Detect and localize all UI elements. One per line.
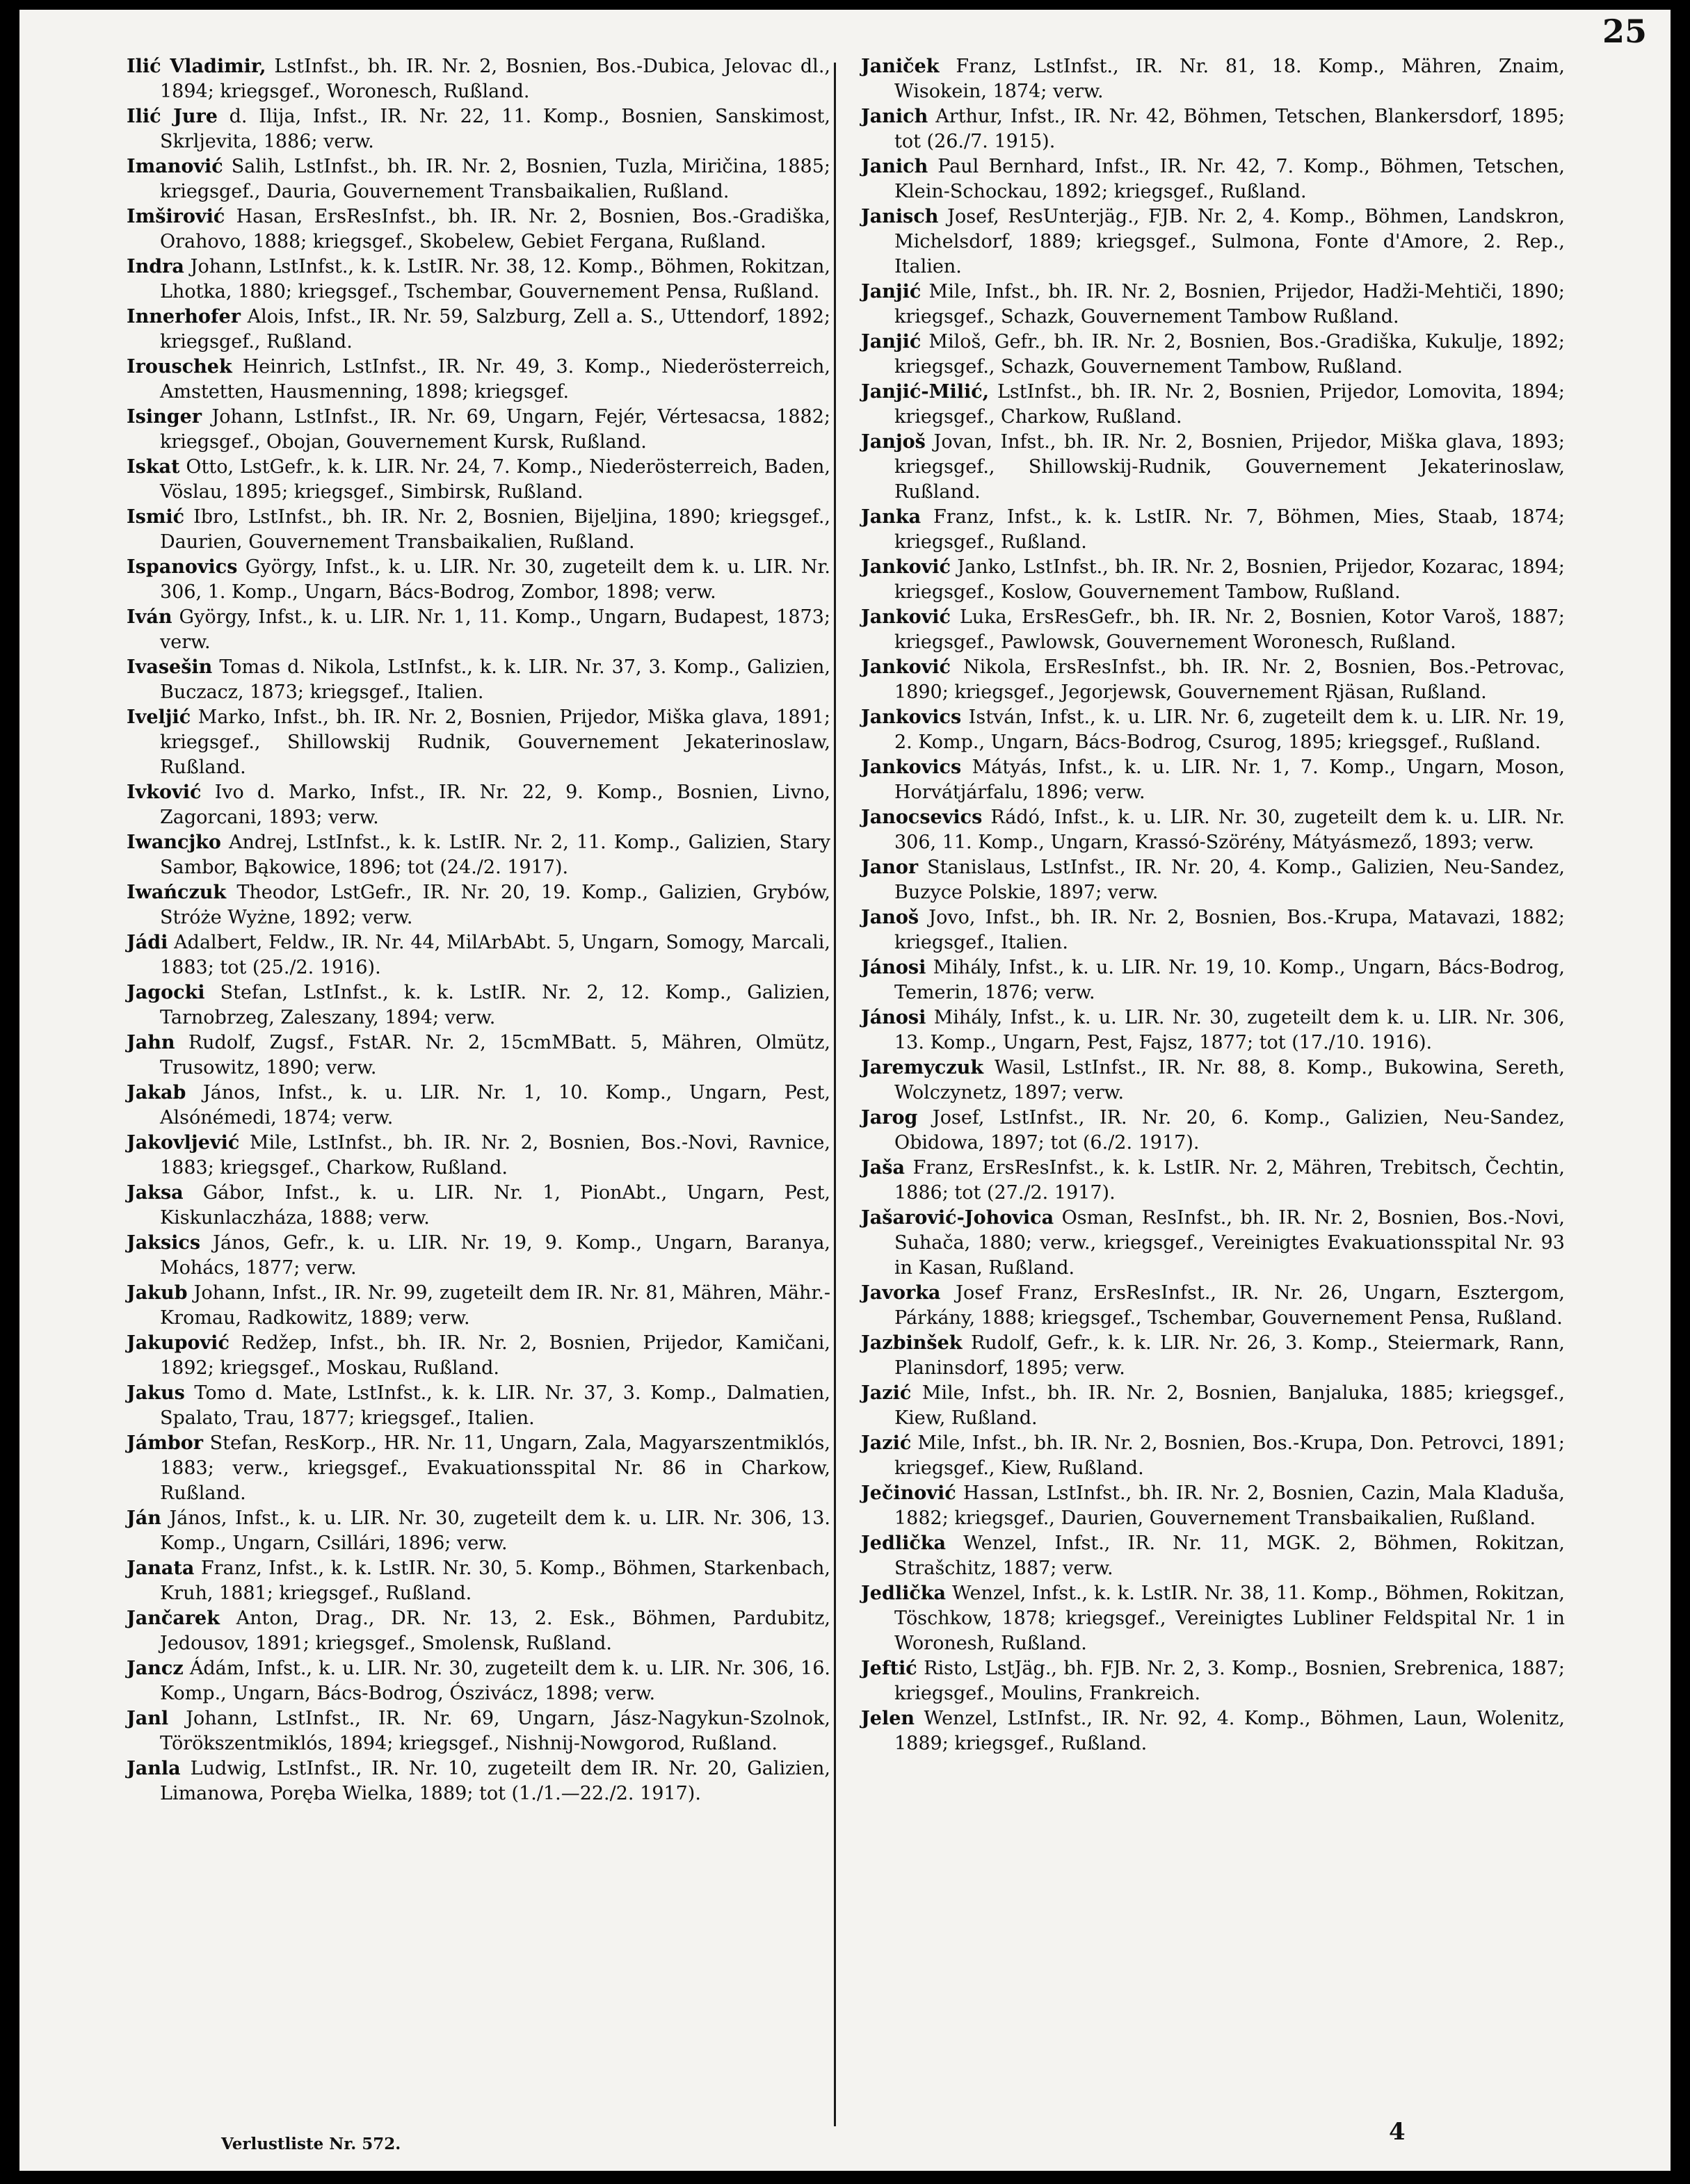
entry-details: Stefan, ResKorp., HR. Nr. 11, Ungarn, Zala, Magyarszentmiklós, 1883; verw., kriegsgef., Evakuationsspital Nr. 86 in Charkow, Rußland. [160,1432,830,1504]
entry-surname: Iwańczuk [127,882,227,903]
entry-surname: Jakab [127,1082,186,1103]
entry-surname: Imširović [127,206,225,227]
entry-surname: Jámbor [127,1432,203,1454]
entry-details: István, Infst., k. u. LIR. Nr. 6, zugeteilt dem k. u. LIR. Nr. 19, 2. Komp., Ungarn, Bács-Bodrog, Csurog, 1895; kriegsgef., Rußland. [894,706,1565,753]
entry-details: Hasan, ErsResInfst., bh. IR. Nr. 2, Bosnien, Bos.-Gradiška, Orahovo, 1888; kriegsgef., Skobelew, Gebiet Fergana, Rußland. [160,206,830,252]
page-number: 25 [1602,13,1647,50]
entry-details: Franz, ErsResInfst., k. k. LstIR. Nr. 2, Mähren, Trebitsch, Čechtin, 1886; tot (27./2. 1917). [894,1157,1565,1204]
entry-surname: Jaša [861,1157,905,1179]
right-column [861,54,1565,1756]
casualty-entry [861,705,1565,755]
entry-details: Josef, ResUnterjäg., FJB. Nr. 2, 4. Komp., Böhmen, Landskron, Michelsdorf, 1889; kriegsgef., Sulmona, Fonte d'Amore, 2. Rep., Italien. [894,206,1565,277]
entry-surname: Ispanovics [127,556,238,578]
entry-surname: Ivasešin [127,656,213,678]
entry-details: Mile, Infst., bh. IR. Nr. 2, Bosnien, Banjaluka, 1885; kriegsgef., Kiew, Rußland. [894,1382,1565,1429]
column-divider [834,63,836,2126]
entry-details: Johann, LstInfst., IR. Nr. 69, Ungarn, Jász-Nagykun-Szolnok, Törökszentmiklós, 1894; kriegsgef., Nishnij-Nowgorod, Rußland. [160,1708,830,1754]
casualty-entry [861,1581,1565,1656]
casualty-entry [127,204,830,254]
entry-surname: Jakovljević [127,1132,240,1154]
casualty-entry [861,605,1565,655]
entry-details: Ibro, LstInfst., bh. IR. Nr. 2, Bosnien, Bijeljina, 1890; kriegsgef., Daurien, Gouvernement Transbaikalien, Rußland. [160,506,830,553]
entry-details: Josef Franz, ErsResInfst., IR. Nr. 26, Ungarn, Esztergom, Párkány, 1888; kriegsgef., Tschembar, Gouvernement Pensa, Rußland. [894,1282,1565,1329]
casualty-entry [127,555,830,605]
entry-details: Johann, LstInfst., IR. Nr. 69, Ungarn, Fejér, Vértesacsa, 1882; kriegsgef., Obojan, Gouvernement Kursk, Rußland. [160,406,830,453]
entry-details: Luka, ErsResGefr., bh. IR. Nr. 2, Bosnien, Kotor Varoš, 1887; kriegsgef., Pawlowsk, Gouvernement Woronesch, Rußland. [894,606,1565,653]
casualty-entry [127,605,830,655]
entry-surname: Ilić Vladimir, [127,56,266,77]
casualty-entry [127,980,830,1030]
entry-details: Nikola, ErsResInfst., bh. IR. Nr. 2, Bosnien, Bos.-Petrovac, 1890; kriegsgef., Jegorjewsk, Gouvernement Rjäsan, Rußland. [894,656,1565,703]
casualty-entry [127,1231,830,1281]
entry-surname: Janiček [861,56,940,77]
casualty-entry [861,1281,1565,1331]
entry-details: Franz, LstInfst., IR. Nr. 81, 18. Komp., Mähren, Znaim, Wisokein, 1874; verw. [894,56,1565,102]
entry-surname: Ilić Jure [127,106,218,127]
casualty-entry [861,905,1565,955]
entry-surname: Janich [861,156,928,177]
casualty-entry [127,830,830,880]
entry-details: Mihály, Infst., k. u. LIR. Nr. 19, 10. Komp., Ungarn, Bács-Bodrog, Temerin, 1876; verw. [894,957,1565,1003]
entry-details: Heinrich, LstInfst., IR. Nr. 49, 3. Komp., Niederösterreich, Amstetten, Hausmenning, 1898; kriegsgef. [160,356,830,403]
casualty-entry [861,1156,1565,1206]
casualty-entry [127,1606,830,1656]
entry-surname: Ivković [127,782,202,803]
entry-details: LstInfst., bh. IR. Nr. 2, Bosnien, Bos.-Dubica, Jelovac dl., 1894; kriegsgef., Woronesch, Rußland. [160,56,830,102]
entry-details: Paul Bernhard, Infst., IR. Nr. 42, 7. Komp., Böhmen, Tetschen, Klein-Schockau, 1892; kriegsgef., Rußland. [894,156,1565,202]
entry-surname: Jagocki [127,982,205,1003]
entry-surname: Janich [861,106,928,127]
entry-details: Franz, Infst., k. k. LstIR. Nr. 30, 5. Komp., Böhmen, Starkenbach, Kruh, 1881; kriegsgef., Rußland. [160,1558,830,1604]
entry-details: Tomas d. Nikola, LstInfst., k. k. LIR. Nr. 37, 3. Komp., Galizien, Buczacz, 1873; kriegsgef., Italien. [160,656,830,703]
entry-details: Arthur, Infst., IR. Nr. 42, Böhmen, Tetschen, Blankersdorf, 1895; tot (26./7. 1915). [894,106,1565,152]
entry-surname: Janjoš [861,431,926,453]
entry-surname: Iván [127,606,172,628]
entry-details: Ludwig, LstInfst., IR. Nr. 10, zugeteilt dem IR. Nr. 20, Galizien, Limanowa, Poręba Wielka, 1889; tot (1./1.—22./2. 1917). [160,1758,830,1804]
entry-details: Ivo d. Marko, Infst., IR. Nr. 22, 9. Komp., Bosnien, Livno, Zagorcani, 1893; verw. [160,782,830,828]
casualty-entry [127,104,830,154]
entry-surname: Jarog [861,1107,918,1129]
entry-surname: Jahn [127,1032,175,1053]
entry-details: Rudolf, Gefr., k. k. LIR. Nr. 26, 3. Komp., Steiermark, Rann, Planinsdorf, 1895; verw. [894,1332,1565,1379]
entry-surname: Jaremyczuk [861,1057,984,1078]
entry-surname: Janl [127,1708,169,1729]
casualty-entry [861,430,1565,505]
casualty-entry [127,1030,830,1081]
casualty-entry [861,1055,1565,1106]
casualty-entry [127,1131,830,1181]
casualty-entry [127,305,830,355]
entry-details: Hassan, LstInfst., bh. IR. Nr. 2, Bosnien, Cazin, Mala Kladuša, 1882; kriegsgef., Daurien, Gouvernement Transbaikalien, Rußland. [894,1482,1565,1529]
entry-surname: Indra [127,256,184,277]
entry-details: Josef, LstInfst., IR. Nr. 20, 6. Komp., Galizien, Neu-Sandez, Obidowa, 1897; tot (6./2. 1917). [894,1107,1565,1154]
entry-details: Otto, LstGefr., k. k. LIR. Nr. 24, 7. Komp., Niederösterreich, Baden, Vöslau, 1895; kriegsgef., Simbirsk, Rußland. [160,456,830,503]
entry-details: Andrej, LstInfst., k. k. LstIR. Nr. 2, 11. Komp., Galizien, Stary Sambor, Bąkowice, 1896; tot (24./2. 1917). [160,832,830,878]
entry-surname: Jakus [127,1382,185,1404]
entry-surname: Imanović [127,156,223,177]
entry-details: Johann, Infst., IR. Nr. 99, zugeteilt dem IR. Nr. 81, Mähren, Mähr.-Kromau, Radkowitz, 1889; verw. [160,1282,830,1329]
casualty-entry [861,154,1565,204]
entry-surname: Janata [127,1558,195,1579]
entry-surname: Janla [127,1758,181,1779]
casualty-entry [127,1756,830,1806]
casualty-entry [861,1706,1565,1756]
casualty-entry [127,355,830,405]
casualty-entry [127,930,830,980]
casualty-entry [861,1106,1565,1156]
entry-surname: Jeftić [861,1658,917,1679]
casualty-entry [861,280,1565,330]
casualty-entry [127,655,830,705]
entry-surname: Janka [861,506,922,528]
casualty-entry [861,1381,1565,1431]
casualty-entry [127,54,830,104]
entry-surname: Jánosi [861,957,926,978]
entry-details: Janko, LstInfst., bh. IR. Nr. 2, Bosnien, Prijedor, Kozarac, 1894; kriegsgef., Koslow, Gouvernement Tambow, Rußland. [894,556,1565,603]
entry-surname: Jedlička [861,1583,946,1604]
casualty-entry [127,1556,830,1606]
entry-details: Marko, Infst., bh. IR. Nr. 2, Bosnien, Prijedor, Miška glava, 1891; kriegsgef., Shillowskij Rudnik, Gouvernement Jekaterinoslaw, Rußland. [160,706,830,778]
footer-sheet-number: 4 [1389,2118,1406,2146]
entry-surname: Irouschek [127,356,232,378]
document-page [19,10,1671,2171]
casualty-entry [861,755,1565,805]
casualty-entry [861,655,1565,705]
entry-surname: Jedlička [861,1532,946,1554]
entry-details: Alois, Infst., IR. Nr. 59, Salzburg, Zell a. S., Uttendorf, 1892; kriegsgef., Rußland. [160,306,830,353]
entry-surname: Jazić [861,1382,912,1404]
entry-surname: Ismić [127,506,185,528]
entry-details: György, Infst., k. u. LIR. Nr. 30, zugeteilt dem k. u. LIR. Nr. 306, 1. Komp., Ungarn, Bács-Bodrog, Zombor, 1898; verw. [160,556,830,603]
entry-surname: Jelen [861,1708,915,1729]
casualty-entry [861,104,1565,154]
entry-details: János, Infst., k. u. LIR. Nr. 30, zugeteilt dem k. u. LIR. Nr. 306, 13. Komp., Ungarn, Csillári, 1896; verw. [160,1507,830,1554]
entry-details: Wenzel, Infst., k. k. LstIR. Nr. 38, 11. Komp., Böhmen, Rokitzan, Töschkow, 1878; kriegsgef., Vereinigtes Lubliner Feldspital Nr. 1 in Woronesh, Rußland. [894,1583,1565,1654]
left-column [127,54,830,1806]
casualty-entry [861,555,1565,605]
casualty-entry [127,405,830,455]
entry-details: Rudolf, Zugsf., FstAR. Nr. 2, 15cmMBatt. 5, Mähren, Olmütz, Trusowitz, 1890; verw. [160,1032,830,1078]
entry-details: Theodor, LstGefr., IR. Nr. 20, 19. Komp., Galizien, Grybów, Stróże Wyżne, 1892; verw. [160,882,830,928]
casualty-entry [861,330,1565,380]
entry-surname: Jankovics [861,706,962,728]
entry-surname: Jazić [861,1432,912,1454]
entry-surname: Jancz [127,1658,184,1679]
casualty-entry [127,154,830,204]
entry-details: Stanislaus, LstInfst., IR. Nr. 20, 4. Komp., Galizien, Neu-Sandez, Buzyce Polskie, 1897; verw. [894,857,1565,903]
entry-surname: Janor [861,857,919,878]
casualty-entry [127,1506,830,1556]
entry-details: Jovo, Infst., bh. IR. Nr. 2, Bosnien, Bos.-Krupa, Matavazi, 1882; kriegsgef., Italien. [894,907,1565,953]
casualty-entry [861,955,1565,1005]
casualty-entry [127,1706,830,1756]
entry-details: Wasil, LstInfst., IR. Nr. 88, 8. Komp., Bukowina, Sereth, Wolczynetz, 1897; verw. [894,1057,1565,1103]
casualty-entry [861,1481,1565,1531]
casualty-entry [127,455,830,505]
entry-surname: Janjić [861,281,922,302]
entry-surname: Jakub [127,1282,188,1304]
footer-list-number: Verlustliste Nr. 572. [221,2135,401,2153]
entry-details: Ádám, Infst., k. u. LIR. Nr. 30, zugeteilt dem k. u. LIR. Nr. 306, 16. Komp., Ungarn, Bács-Bodrog, Ószivácz, 1898; verw. [160,1658,830,1704]
entry-details: Rádó, Infst., k. u. LIR. Nr. 30, zugeteilt dem k. u. LIR. Nr. 306, 11. Komp., Ungarn, Krassó-Szörény, Mátyásmező, 1893; verw. [894,807,1565,853]
entry-details: Franz, Infst., k. k. LstIR. Nr. 7, Böhmen, Mies, Staab, 1874; kriegsgef., Rußland. [894,506,1565,553]
entry-surname: Janocsevics [861,807,983,828]
casualty-entry [127,1431,830,1506]
casualty-entry [127,880,830,930]
entry-details: Stefan, LstInfst., k. k. LstIR. Nr. 2, 12. Komp., Galizien, Tarnobrzeg, Zaleszany, 1894; verw. [160,982,830,1028]
entry-surname: Jaksa [127,1182,184,1204]
entry-surname: Janjić-Milić, [861,381,990,403]
entry-details: Salih, LstInfst., bh. IR. Nr. 2, Bosnien, Tuzla, Miričina, 1885; kriegsgef., Dauria, Gouvernement Transbaikalien, Rußland. [160,156,830,202]
entry-details: Mátyás, Infst., k. u. LIR. Nr. 1, 7. Komp., Ungarn, Moson, Horvátjárfalu, 1896; verw. [894,757,1565,803]
entry-surname: Innerhofer [127,306,241,327]
casualty-entry [861,505,1565,555]
casualty-entry [861,204,1565,280]
entry-details: János, Infst., k. u. LIR. Nr. 1, 10. Komp., Ungarn, Pest, Alsónémedi, 1874; verw. [160,1082,830,1129]
casualty-entry [127,1381,830,1431]
entry-surname: Iskat [127,456,180,478]
entry-surname: Jančarek [127,1608,220,1629]
entry-details: Mile, Infst., bh. IR. Nr. 2, Bosnien, Bos.-Krupa, Don. Petrovci, 1891; kriegsgef., Kiew, Rußland. [894,1432,1565,1479]
entry-surname: Janoš [861,907,919,928]
entry-surname: Janković [861,556,951,578]
entry-details: Adalbert, Feldw., IR. Nr. 44, MilArbAbt. 5, Ungarn, Somogy, Marcali, 1883; tot (25./2. 1916). [160,932,830,978]
casualty-entry [127,780,830,830]
entry-surname: Jašarović-Johovica [861,1207,1054,1229]
casualty-entry [861,1005,1565,1055]
entry-details: Miloš, Gefr., bh. IR. Nr. 2, Bosnien, Bos.-Gradiška, Kukulje, 1892; kriegsgef., Schazk, Gouvernement Tambow, Rußland. [894,331,1565,378]
casualty-entry [127,254,830,305]
entry-surname: Iwancjko [127,832,221,853]
entry-surname: Jaksics [127,1232,201,1254]
entry-details: Gábor, Infst., k. u. LIR. Nr. 1, PionAbt., Ungarn, Pest, Kiskunlaczháza, 1888; verw. [160,1182,830,1229]
casualty-entry [127,705,830,780]
entry-details: Anton, Drag., DR. Nr. 13, 2. Esk., Böhmen, Pardubitz, Jedousov, 1891; kriegsgef., Smolensk, Rußland. [160,1608,830,1654]
entry-details: János, Gefr., k. u. LIR. Nr. 19, 9. Komp., Ungarn, Baranya, Mohács, 1877; verw. [160,1232,830,1279]
entry-details: Wenzel, Infst., IR. Nr. 11, MGK. 2, Böhmen, Rokitzan, Strašchitz, 1887; verw. [894,1532,1565,1579]
entry-details: Mile, Infst., bh. IR. Nr. 2, Bosnien, Prijedor, Hadži-Mehtiči, 1890; kriegsgef., Schazk, Gouvernement Tambow Rußland. [894,281,1565,327]
entry-details: Mihály, Infst., k. u. LIR. Nr. 30, zugeteilt dem k. u. LIR. Nr. 306, 13. Komp., Ungarn, Pest, Fajsz, 1877; tot (17./10. 1916). [894,1007,1565,1053]
entry-details: Tomo d. Mate, LstInfst., k. k. LIR. Nr. 37, 3. Komp., Dalmatien, Spalato, Trau, 1877; kriegsgef., Italien. [160,1382,830,1429]
entry-surname: Javorka [861,1282,941,1304]
casualty-entry [861,380,1565,430]
entry-surname: Jakupović [127,1332,230,1354]
entry-surname: Janković [861,656,951,678]
entry-surname: Jazbinšek [861,1332,963,1354]
entry-details: Redžep, Infst., bh. IR. Nr. 2, Bosnien, Prijedor, Kamičani, 1892; kriegsgef., Moskau, Rußland. [160,1332,830,1379]
casualty-entry [127,1331,830,1381]
entry-details: Jovan, Infst., bh. IR. Nr. 2, Bosnien, Prijedor, Miška glava, 1893; kriegsgef., Shillowskij-Rudnik, Gouvernement Jekaterinoslaw, Rußland. [894,431,1565,503]
casualty-entry [861,805,1565,855]
entry-surname: Janisch [861,206,939,227]
entry-surname: Janković [861,606,951,628]
entry-details: Mile, LstInfst., bh. IR. Nr. 2, Bosnien, Bos.-Novi, Ravnice, 1883; kriegsgef., Charkow, Rußland. [160,1132,830,1179]
casualty-entry [127,1281,830,1331]
entry-details: d. Ilija, Infst., IR. Nr. 22, 11. Komp., Bosnien, Sanskimost, Skrljevita, 1886; verw. [160,106,830,152]
casualty-entry [861,1206,1565,1281]
entry-surname: Iveljić [127,706,191,728]
entry-details: LstInfst., bh. IR. Nr. 2, Bosnien, Prijedor, Lomovita, 1894; kriegsgef., Charkow, Rußland. [894,381,1565,428]
casualty-entry [861,1331,1565,1381]
entry-details: Johann, LstInfst., k. k. LstIR. Nr. 38, 12. Komp., Böhmen, Rokitzan, Lhotka, 1880; kriegsgef., Tschembar, Gouvernement Pensa, Rußland. [160,256,830,302]
entry-details: Wenzel, LstInfst., IR. Nr. 92, 4. Komp., Böhmen, Laun, Wolenitz, 1889; kriegsgef., Rußland. [894,1708,1565,1754]
entry-details: György, Infst., k. u. LIR. Nr. 1, 11. Komp., Ungarn, Budapest, 1873; verw. [160,606,830,653]
casualty-entry [127,1181,830,1231]
entry-details: Osman, ResInfst., bh. IR. Nr. 2, Bosnien, Bos.-Novi, Suhača, 1880; verw., kriegsgef., Vereinigtes Evakuationsspital Nr. 93 in Kasan, Rußland. [894,1207,1565,1279]
entry-surname: Ján [127,1507,161,1529]
entry-surname: Ječinović [861,1482,956,1504]
entry-surname: Janjić [861,331,922,353]
casualty-entry [861,855,1565,905]
casualty-entry [127,1656,830,1706]
entry-surname: Jánosi [861,1007,926,1028]
entry-details: Risto, LstJäg., bh. FJB. Nr. 2, 3. Komp., Bosnien, Srebrenica, 1887; kriegsgef., Moulins, Frankreich. [894,1658,1565,1704]
casualty-entry [861,1656,1565,1706]
casualty-entry [127,505,830,555]
casualty-entry [127,1081,830,1131]
casualty-entry [861,54,1565,104]
entry-surname: Jádi [127,932,168,953]
casualty-entry [861,1431,1565,1481]
casualty-entry [861,1531,1565,1581]
entry-surname: Jankovics [861,757,962,778]
entry-surname: Isinger [127,406,202,428]
